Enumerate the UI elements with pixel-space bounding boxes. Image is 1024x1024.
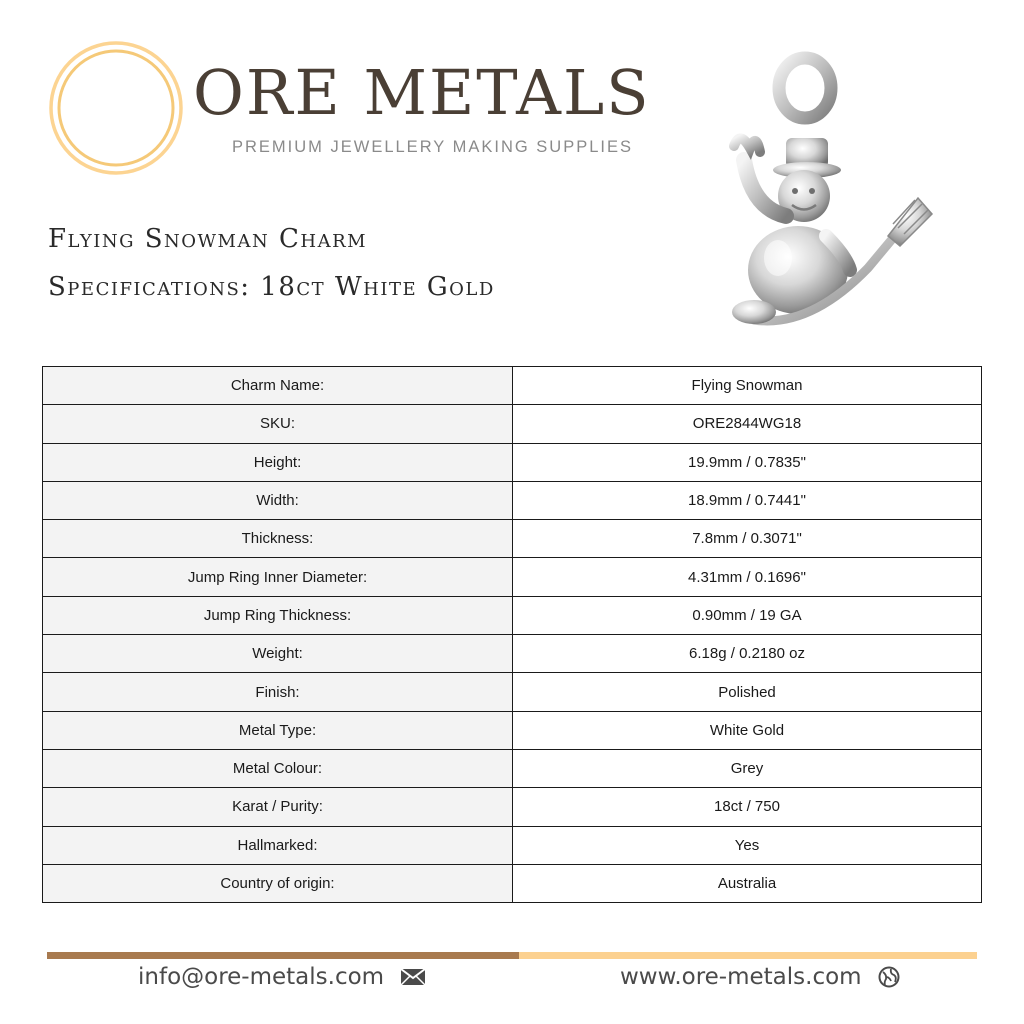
- spec-value: 19.9mm / 0.7835": [513, 443, 982, 481]
- spec-label: Jump Ring Inner Diameter:: [43, 558, 513, 596]
- spec-value: 18ct / 750: [513, 788, 982, 826]
- table-row: [43, 520, 982, 558]
- table-row: [43, 635, 982, 673]
- table-row: [43, 443, 982, 481]
- table-row: [43, 673, 982, 711]
- table-row: [43, 788, 982, 826]
- spec-value: 0.90mm / 19 GA: [513, 596, 982, 634]
- table-row: [43, 864, 982, 902]
- spec-label: Country of origin:: [43, 864, 513, 902]
- spec-label: Hallmarked:: [43, 826, 513, 864]
- envelope-icon: [400, 968, 426, 986]
- table-row: [43, 405, 982, 443]
- logo-ring-icon: [48, 40, 184, 176]
- spec-value: 6.18g / 0.2180 oz: [513, 635, 982, 673]
- spec-label: Width:: [43, 481, 513, 519]
- spec-label: SKU:: [43, 405, 513, 443]
- website-text: www.ore-metals.com: [620, 964, 862, 990]
- globe-icon: [878, 966, 900, 988]
- specifications-table: [42, 366, 982, 903]
- table-row: [43, 749, 982, 787]
- table-row: [43, 481, 982, 519]
- spec-value: 4.31mm / 0.1696": [513, 558, 982, 596]
- table-row: [43, 596, 982, 634]
- website-link[interactable]: [620, 964, 900, 990]
- spec-label: Metal Type:: [43, 711, 513, 749]
- spec-value: Australia: [513, 864, 982, 902]
- spec-value: 7.8mm / 0.3071": [513, 520, 982, 558]
- footer-divider-left: [47, 952, 519, 959]
- table-row: [43, 826, 982, 864]
- footer-divider: [47, 952, 977, 959]
- spec-value: ORE2844WG18: [513, 405, 982, 443]
- spec-value: Flying Snowman: [513, 367, 982, 405]
- spec-label: Thickness:: [43, 520, 513, 558]
- brand-tagline: PREMIUM JEWELLERY MAKING SUPPLIES: [232, 138, 633, 156]
- email-link[interactable]: [138, 964, 426, 990]
- spec-label: Height:: [43, 443, 513, 481]
- spec-value: White Gold: [513, 711, 982, 749]
- spec-label: Karat / Purity:: [43, 788, 513, 826]
- spec-value: 18.9mm / 0.7441": [513, 481, 982, 519]
- brand-name: ORE METALS: [193, 56, 651, 129]
- table-row: [43, 558, 982, 596]
- spec-label: Finish:: [43, 673, 513, 711]
- footer-divider-right: [519, 952, 977, 959]
- table-row: [43, 711, 982, 749]
- spec-label: Jump Ring Thickness:: [43, 596, 513, 634]
- spec-value: Grey: [513, 749, 982, 787]
- spec-value: Yes: [513, 826, 982, 864]
- product-spec-line: Specifications: 18ct White Gold: [48, 272, 495, 302]
- product-title: Flying Snowman Charm: [48, 224, 368, 254]
- spec-label: Charm Name:: [43, 367, 513, 405]
- spec-label: Metal Colour:: [43, 749, 513, 787]
- spec-label: Weight:: [43, 635, 513, 673]
- email-text: info@ore-metals.com: [138, 964, 385, 990]
- snowman-charm-icon: [700, 48, 940, 348]
- table-row: [43, 367, 982, 405]
- spec-value: Polished: [513, 673, 982, 711]
